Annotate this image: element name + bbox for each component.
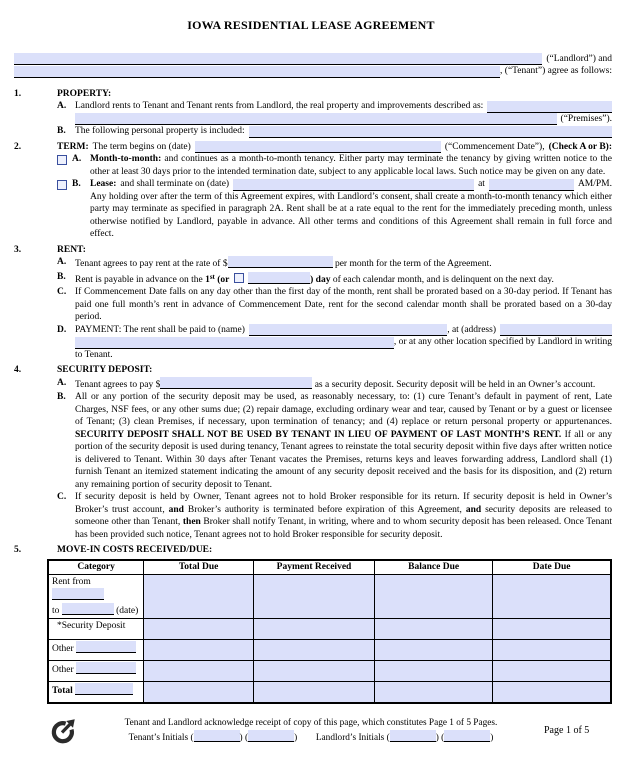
sections bbox=[14, 88, 612, 705]
total-payment-received-field[interactable] bbox=[253, 682, 374, 704]
rent-to-label: to bbox=[52, 605, 60, 616]
tenant-initials-field-1[interactable] bbox=[194, 730, 240, 742]
col-header-balance-due: Balance Due bbox=[375, 560, 493, 575]
landlord-name-field[interactable] bbox=[14, 53, 542, 65]
tenant-name-field[interactable] bbox=[14, 66, 500, 78]
section-term bbox=[14, 141, 612, 241]
tenant-line bbox=[14, 65, 612, 78]
paren: ) bbox=[435, 733, 439, 743]
section-heading-term: TERM: bbox=[57, 141, 89, 152]
personal-property-text: The following personal property is included: bbox=[75, 126, 245, 136]
rent-from-label: Rent from bbox=[52, 576, 91, 587]
other2-balance-due-field[interactable] bbox=[375, 661, 493, 682]
table-row-total bbox=[48, 682, 611, 704]
rent-item-c bbox=[57, 286, 612, 324]
rent-balance-due-field[interactable] bbox=[375, 574, 493, 619]
rent-item-a bbox=[57, 256, 612, 271]
month-to-month-checkbox[interactable] bbox=[57, 155, 67, 165]
payment-post: , or at any other location specified by Landlord in writing bbox=[393, 337, 612, 347]
rent-item-d bbox=[57, 324, 612, 362]
security-payment-received-field[interactable] bbox=[253, 619, 374, 640]
month-to-month-title: Month-to-month: bbox=[90, 154, 162, 164]
other1-total-due-field[interactable] bbox=[144, 640, 254, 661]
payee-address-field-2[interactable] bbox=[75, 337, 394, 349]
landlord-initials-label: Landlord’s Initials bbox=[315, 733, 385, 743]
broker-text-3: security deposits are released to someone other than Tenant, bbox=[75, 504, 613, 527]
date-hint-label: (date) bbox=[116, 605, 139, 616]
deposit-pre: Tenant agrees to pay $ bbox=[75, 379, 161, 390]
payment-pre: PAYMENT: The rent shall be paid to (name) bbox=[75, 324, 245, 335]
section-security-deposit bbox=[14, 364, 612, 541]
item-label: B. bbox=[57, 271, 66, 282]
category-security-deposit: *Security Deposit bbox=[48, 619, 144, 640]
total-amount-field[interactable] bbox=[75, 683, 133, 695]
item-label: B. bbox=[57, 126, 66, 136]
rent-due-day-field[interactable] bbox=[248, 272, 310, 284]
broker-text-4: Broker shall notify Tenant, in writing, where and to whom security deposit has been released. Once Tenant has been provided such notice, Tenant agrees not to hold Broker responsible for security deposit. bbox=[75, 517, 613, 540]
broker-text-1: If security deposit is held by Owner, Tenant agrees not to hold Broker responsible for its return. If security deposit is held in Owner’s Broker’s trust account, bbox=[75, 492, 612, 515]
footer-receipt-line: Tenant and Landlord acknowledge receipt of copy of this page, which constitutes Page 1 of 5 Pages. bbox=[124, 718, 498, 728]
footer bbox=[0, 715, 622, 747]
rent-rate-post: per month for the term of the Agreement. bbox=[334, 259, 492, 269]
rent-due-post: of each calendar month, and is delinquent on the next day. bbox=[332, 274, 554, 285]
deposit-item-a bbox=[57, 377, 612, 392]
section-rent bbox=[14, 244, 612, 362]
col-header-payment-received: Payment Received bbox=[253, 560, 374, 575]
total-date-due-field[interactable] bbox=[493, 682, 611, 704]
circular-arrow-icon bbox=[48, 715, 78, 747]
deposit-item-c bbox=[57, 491, 612, 541]
security-balance-due-field[interactable] bbox=[375, 619, 493, 640]
term-item-b bbox=[57, 178, 612, 241]
col-header-date-due: Date Due bbox=[493, 560, 611, 575]
paren: ( bbox=[386, 733, 390, 743]
parties-block bbox=[14, 53, 612, 78]
lease-at-label: at bbox=[478, 179, 485, 189]
other2-payment-received-field[interactable] bbox=[253, 661, 374, 682]
footer-initials-line bbox=[78, 730, 544, 745]
payee-name-field[interactable] bbox=[249, 324, 447, 336]
rent-payment-received-field[interactable] bbox=[253, 574, 374, 619]
table-header-row bbox=[48, 560, 611, 575]
footer-text bbox=[78, 717, 544, 745]
section-property bbox=[14, 88, 612, 138]
deposit-item-b bbox=[57, 391, 612, 491]
tenant-initials-field-2[interactable] bbox=[248, 730, 294, 742]
paren: ) bbox=[239, 733, 243, 743]
month-to-month-text: and continues as a month-to-month tenancy. Either party may terminate the tenancy by giving written notice to the other at least 30 days prior to the intended termination date, subject to any applicable local laws. Such notice may be given on any date. bbox=[90, 154, 612, 177]
paren: ( bbox=[190, 733, 194, 743]
total-label: Total bbox=[52, 686, 73, 696]
broker-text-2: Broker’s authority is terminated before expiration of this Agreement, bbox=[187, 504, 462, 515]
category-other-2 bbox=[48, 661, 144, 682]
item-label: C. bbox=[57, 287, 67, 297]
term-item-a bbox=[57, 153, 612, 178]
deposit-post: as a security deposit. Security deposit will be held in an Owner’s account. bbox=[314, 379, 596, 390]
bold-and-2: and bbox=[465, 504, 482, 515]
holdover-paragraph: Any holding over after the term of this Agreement expires, with Landlord’s consent, shall create a month-to-month tenancy which either party may terminate as specified in paragraph 2A. Rent shall be at a rate equal to the rent for the immediately preceding month, unless otherwise notified by Landlord, payable in advance. All other terms and conditions of this Agreement shall remain in full force and effect. bbox=[90, 191, 612, 239]
other1-payment-received-field[interactable] bbox=[253, 640, 374, 661]
security-deposit-amount-field[interactable] bbox=[160, 377, 312, 389]
total-total-due-field[interactable] bbox=[144, 682, 254, 704]
col-header-total-due: Total Due bbox=[144, 560, 254, 575]
other2-date-due-field[interactable] bbox=[493, 661, 611, 682]
premises-suffix: (“Premises”). bbox=[560, 113, 612, 124]
section-heading-rent: RENT: bbox=[57, 244, 86, 255]
deposit-use-text: All or any portion of the security deposit may be used, as reasonably necessary, to: (1) cure Tenant’s default in payment of rent, Late Charges, NSF fees, or any other sums due; (2) repair damage, excluding ordinary wear and tear, caused by Tenant or by a guest or licensee of Tenant; (3) clean Premises, if necessary, upon termination of tenancy; and (4) replace or return personal property or appurtenances. bbox=[75, 392, 612, 427]
premises-description-field[interactable] bbox=[487, 101, 612, 113]
bold-and-1: and bbox=[168, 504, 184, 515]
lease-terminate-text: and shall terminate on (date) bbox=[120, 179, 230, 189]
item-label: C. bbox=[57, 492, 67, 502]
first-day-ordinal: st bbox=[209, 272, 215, 281]
total-balance-due-field[interactable] bbox=[375, 682, 493, 704]
other2-total-due-field[interactable] bbox=[144, 661, 254, 682]
rent-from-date-field[interactable] bbox=[52, 588, 104, 600]
property-item-a bbox=[57, 100, 612, 125]
term-intro-text: The term begins on (date) bbox=[92, 141, 191, 152]
item-label: B. bbox=[72, 179, 81, 189]
section-number: 3. bbox=[14, 244, 22, 255]
other-1-description-field[interactable] bbox=[76, 641, 136, 653]
item-label: B. bbox=[57, 392, 66, 402]
move-in-costs-table bbox=[47, 559, 612, 705]
lease-end-date-field[interactable] bbox=[233, 179, 474, 191]
or-label: (or bbox=[217, 274, 230, 285]
page-number-label: Page 1 of 5 bbox=[544, 724, 590, 736]
deposit-reinstate-text: If all or any portion of the security deposit is used during tenancy, Tenant agrees to reinstate the total security deposit within five days after written notice is delivered to Tenant. Within 30 days after Tenant vacates the Premises, returns keys and leaves forwarding address, Landlord shall (1) furnish Tenant an itemized statement indicating the amount of any security deposit received and the basis for its disposition, and (2) return any remaining portion of security deposit to Tenant. bbox=[75, 429, 612, 490]
am-pm-label: AM/PM. bbox=[577, 179, 612, 189]
rent-rate-pre: Tenant agrees to pay rent at the rate of $ bbox=[75, 259, 228, 269]
table-row-other-1 bbox=[48, 640, 611, 661]
bold-then: then bbox=[182, 517, 201, 527]
item-label: A. bbox=[57, 377, 67, 388]
property-description-text: Landlord rents to Tenant and Tenant rents from Landlord, the real property and improvements described as: bbox=[75, 101, 484, 111]
lease-checkbox[interactable] bbox=[57, 180, 67, 190]
deposit-bold-warning: SECURITY DEPOSIT SHALL NOT BE USED BY TENANT IN LIEU OF PAYMENT OF LAST MONTH’S RENT. bbox=[75, 429, 562, 440]
category-other-1 bbox=[48, 640, 144, 661]
alt-due-day-checkbox[interactable] bbox=[234, 273, 244, 283]
security-total-due-field[interactable] bbox=[144, 619, 254, 640]
table-row-security-deposit bbox=[48, 619, 611, 640]
col-header-category: Category bbox=[48, 560, 144, 575]
monthly-rent-field[interactable] bbox=[228, 256, 333, 268]
other-label: Other bbox=[52, 665, 74, 675]
section-number: 2. bbox=[14, 141, 22, 152]
section-move-in-costs bbox=[14, 544, 612, 704]
paren: ( bbox=[244, 733, 249, 743]
payment-end: to Tenant. bbox=[75, 349, 113, 360]
property-item-b bbox=[57, 125, 612, 138]
other-2-description-field[interactable] bbox=[76, 662, 136, 674]
section-heading-deposit: SECURITY DEPOSIT: bbox=[57, 365, 153, 375]
page-title: IOWA RESIDENTIAL LEASE AGREEMENT bbox=[187, 18, 435, 32]
premises-description-field-2[interactable] bbox=[75, 113, 557, 125]
proration-paragraph: If Commencement Date falls on any day other than the first day of the month, rent shall be prorated based on a 30-day period. If Tenant has paid one full month’s rent in advance of Commencement Date, rent for the second calendar month shall be prorated based on a 30-day period. bbox=[75, 287, 612, 322]
payee-address-field[interactable] bbox=[500, 324, 612, 336]
item-label: A. bbox=[72, 154, 82, 164]
rent-due-pre: Rent is payable in advance on the bbox=[75, 274, 203, 285]
section-number: 1. bbox=[14, 88, 22, 99]
paren: ( bbox=[441, 733, 445, 743]
payment-mid: , at (address) bbox=[447, 324, 496, 335]
table-row-rent bbox=[48, 574, 611, 619]
landlord-initials-field-2[interactable] bbox=[444, 730, 490, 742]
lease-title: Lease: bbox=[90, 179, 117, 189]
item-label: D. bbox=[57, 324, 67, 335]
commencement-label: (“Commencement Date”), bbox=[444, 141, 545, 152]
landlord-initials-field-1[interactable] bbox=[390, 730, 436, 742]
paren: ) bbox=[490, 733, 494, 743]
other1-date-due-field[interactable] bbox=[493, 640, 611, 661]
tenant-initials-label: Tenant’s Initials bbox=[128, 733, 189, 743]
tenant-suffix: , (“Tenant”) agree as follows: bbox=[500, 66, 612, 76]
check-a-or-b-label: (Check A or B): bbox=[548, 141, 612, 152]
rent-total-due-field[interactable] bbox=[144, 574, 254, 619]
rent-date-due-field[interactable] bbox=[493, 574, 611, 619]
commencement-date-field[interactable] bbox=[195, 141, 441, 153]
item-label: A. bbox=[57, 101, 67, 111]
table-row-other-2 bbox=[48, 661, 611, 682]
section-number: 5. bbox=[14, 545, 22, 555]
paren: ) bbox=[294, 733, 298, 743]
category-total bbox=[48, 682, 144, 704]
landlord-line bbox=[14, 53, 612, 66]
day-label: ) day bbox=[310, 274, 331, 285]
item-label: A. bbox=[57, 257, 67, 267]
lease-end-time-field[interactable] bbox=[489, 179, 574, 191]
section-number: 4. bbox=[14, 365, 22, 375]
security-date-due-field[interactable] bbox=[493, 619, 611, 640]
other1-balance-due-field[interactable] bbox=[375, 640, 493, 661]
section-heading-movein: MOVE-IN COSTS RECEIVED/DUE: bbox=[57, 545, 213, 555]
category-rent-cell bbox=[48, 574, 144, 619]
personal-property-field[interactable] bbox=[249, 126, 612, 138]
section-heading-property: PROPERTY: bbox=[57, 88, 112, 99]
landlord-suffix: (“Landlord”) and bbox=[546, 53, 612, 64]
rent-item-b bbox=[57, 271, 612, 287]
rent-to-date-field[interactable] bbox=[62, 603, 114, 615]
other-label: Other bbox=[52, 644, 74, 654]
first-day-number: 1 bbox=[205, 274, 210, 285]
